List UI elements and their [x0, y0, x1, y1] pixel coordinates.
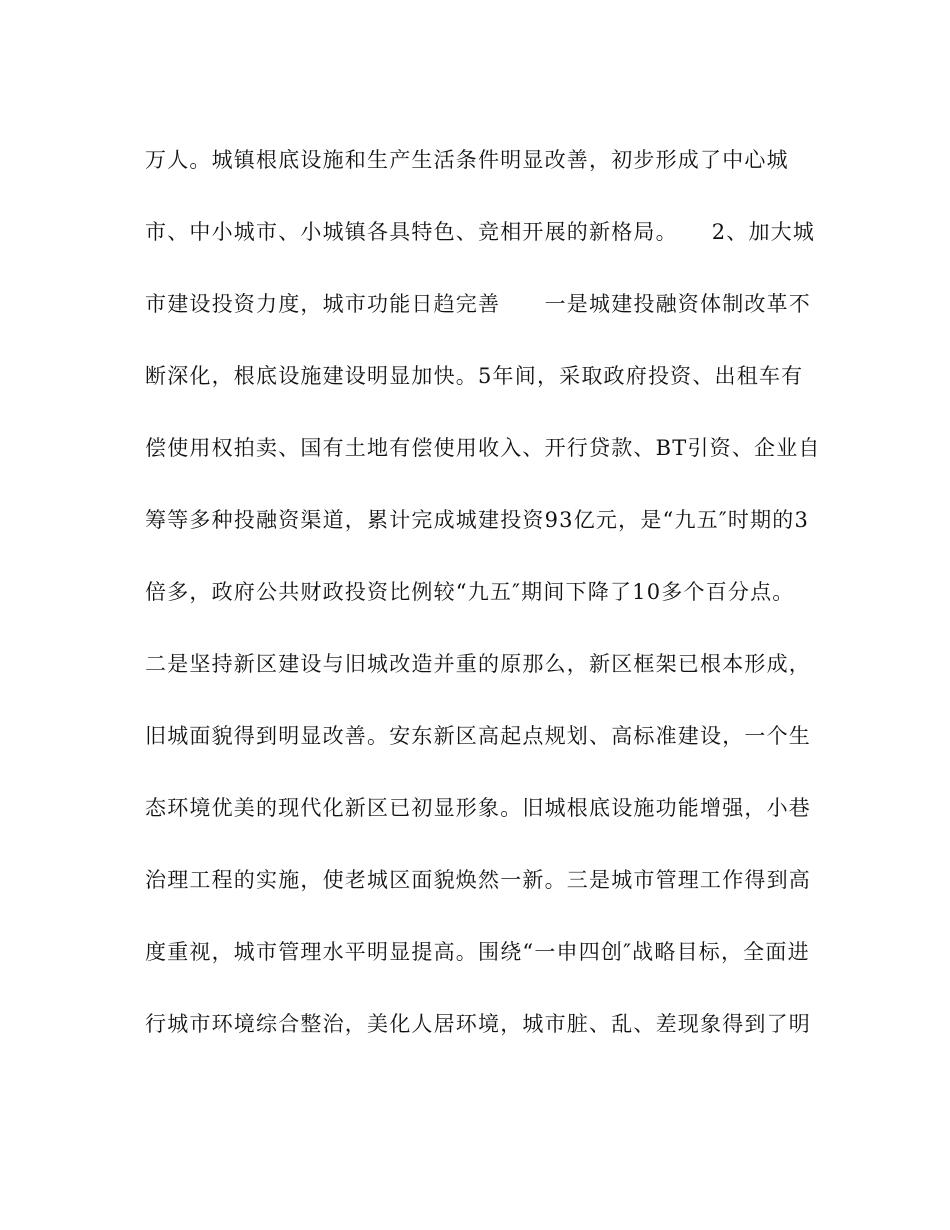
- text-line: 市建设投资力度，城市功能日趋完善 一是城建投融资体制改革不: [145, 292, 811, 316]
- text-line: 断深化，根底设施建设明显加快。5年间，采取政府投资、出租车有: [145, 364, 804, 388]
- text-line: 万人。城镇根底设施和生产生活条件明显改善，初步形成了中心城: [145, 148, 789, 172]
- text-line: 旧城面貌得到明显改善。安东新区高起点规划、高标准建设，一个生: [145, 724, 811, 748]
- text-line: 筹等多种投融资渠道，累计完成城建投资93亿元，是“九五″时期的3: [145, 508, 810, 532]
- text-line: 态环境优美的现代化新区已初显形象。旧城根底设施功能增强，小巷: [145, 796, 811, 820]
- text-line: 行城市环境综合整治，美化人居环境，城市脏、乱、差现象得到了明: [145, 1012, 811, 1036]
- text-line: 度重视，城市管理水平明显提高。围绕“一申四创″战略目标，全面进: [145, 940, 810, 964]
- document-body: [145, 136, 821, 1072]
- text-line: 治理工程的实施，使老城区面貌焕然一新。三是城市管理工作得到高: [145, 868, 811, 892]
- text-line: 偿使用权拍卖、国有土地有偿使用收入、开行贷款、BT引资、企业自: [145, 436, 821, 460]
- text-line: 二是坚持新区建设与旧城改造并重的原那么，新区框架已根本形成，: [145, 652, 811, 676]
- text-line: 倍多，政府公共财政投资比例较“九五″期间下降了10多个百分点。: [145, 580, 795, 604]
- text-line: 市、中小城市、小城镇各具特色、竞相开展的新格局。 2、加大城: [145, 220, 816, 244]
